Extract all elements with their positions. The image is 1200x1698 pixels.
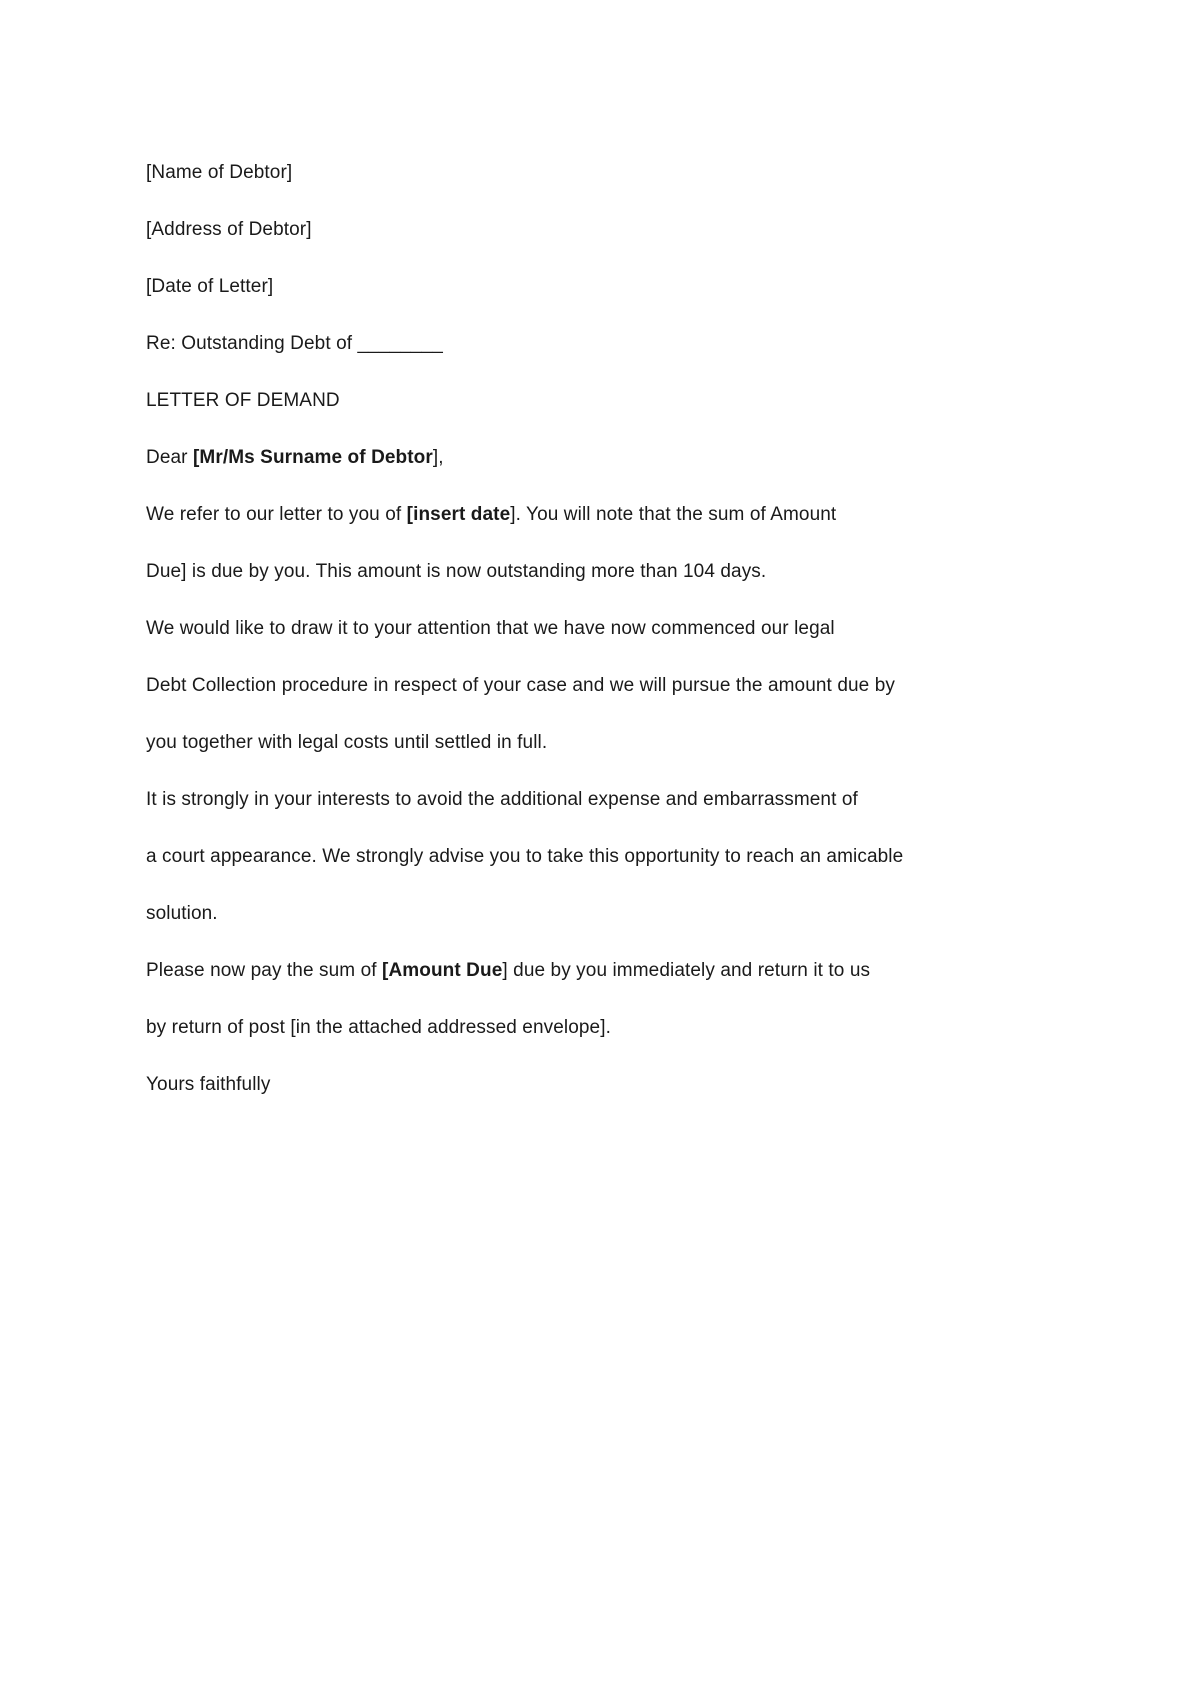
paragraph-4-line-1 xyxy=(146,942,1046,999)
paragraph-2-line-1: We would like to draw it to your attention that we have now commenced our legal xyxy=(146,618,835,639)
paragraph-4-line-1-text-a: Please now pay the sum of xyxy=(146,960,383,981)
paragraph-1-insert-date: [insert date xyxy=(406,504,511,525)
letter-body xyxy=(146,144,1046,1113)
paragraph-4-amount-due: [Amount Due xyxy=(382,960,503,981)
salutation-suffix: ], xyxy=(432,447,444,468)
salutation-prefix: Dear xyxy=(146,447,193,468)
paragraph-4-line-1-text-c: ] due by you immediately and return it to us xyxy=(502,960,871,981)
paragraph-3-line-2: a court appearance. We strongly advise you to take this opportunity to reach an amicable xyxy=(146,846,904,867)
paragraph-4-line-2: by return of post [in the attached addressed envelope]. xyxy=(146,1017,611,1038)
salutation-name: [Mr/Ms Surname of Debtor xyxy=(192,447,433,468)
closing: Yours faithfully xyxy=(146,1074,271,1095)
letter-date-placeholder: [Date of Letter] xyxy=(146,276,274,297)
paragraph-2-line-2: Debt Collection procedure in respect of your case and we will pursue the amount due by xyxy=(146,675,895,696)
salutation xyxy=(146,429,1046,486)
paragraph-1-line-1-text-c: ]. You will note that the sum of Amount xyxy=(510,504,837,525)
paragraph-3-line-1: It is strongly in your interests to avoid the additional expense and embarrassment of xyxy=(146,789,858,810)
re-line: Re: Outstanding Debt of ________ xyxy=(146,333,443,354)
debtor-name-placeholder: [Name of Debtor] xyxy=(146,162,293,183)
paragraph-3-line-3: solution. xyxy=(146,903,218,924)
letter-heading: LETTER OF DEMAND xyxy=(146,390,340,411)
debtor-address-placeholder: [Address of Debtor] xyxy=(146,219,312,240)
paragraph-1-line-2: Due] is due by you. This amount is now outstanding more than 104 days. xyxy=(146,561,767,582)
paragraph-1-line-1 xyxy=(146,486,1046,543)
paragraph-1-line-1-text-a: We refer to our letter to you of xyxy=(146,504,407,525)
paragraph-2-line-3: you together with legal costs until settled in full. xyxy=(146,732,548,753)
